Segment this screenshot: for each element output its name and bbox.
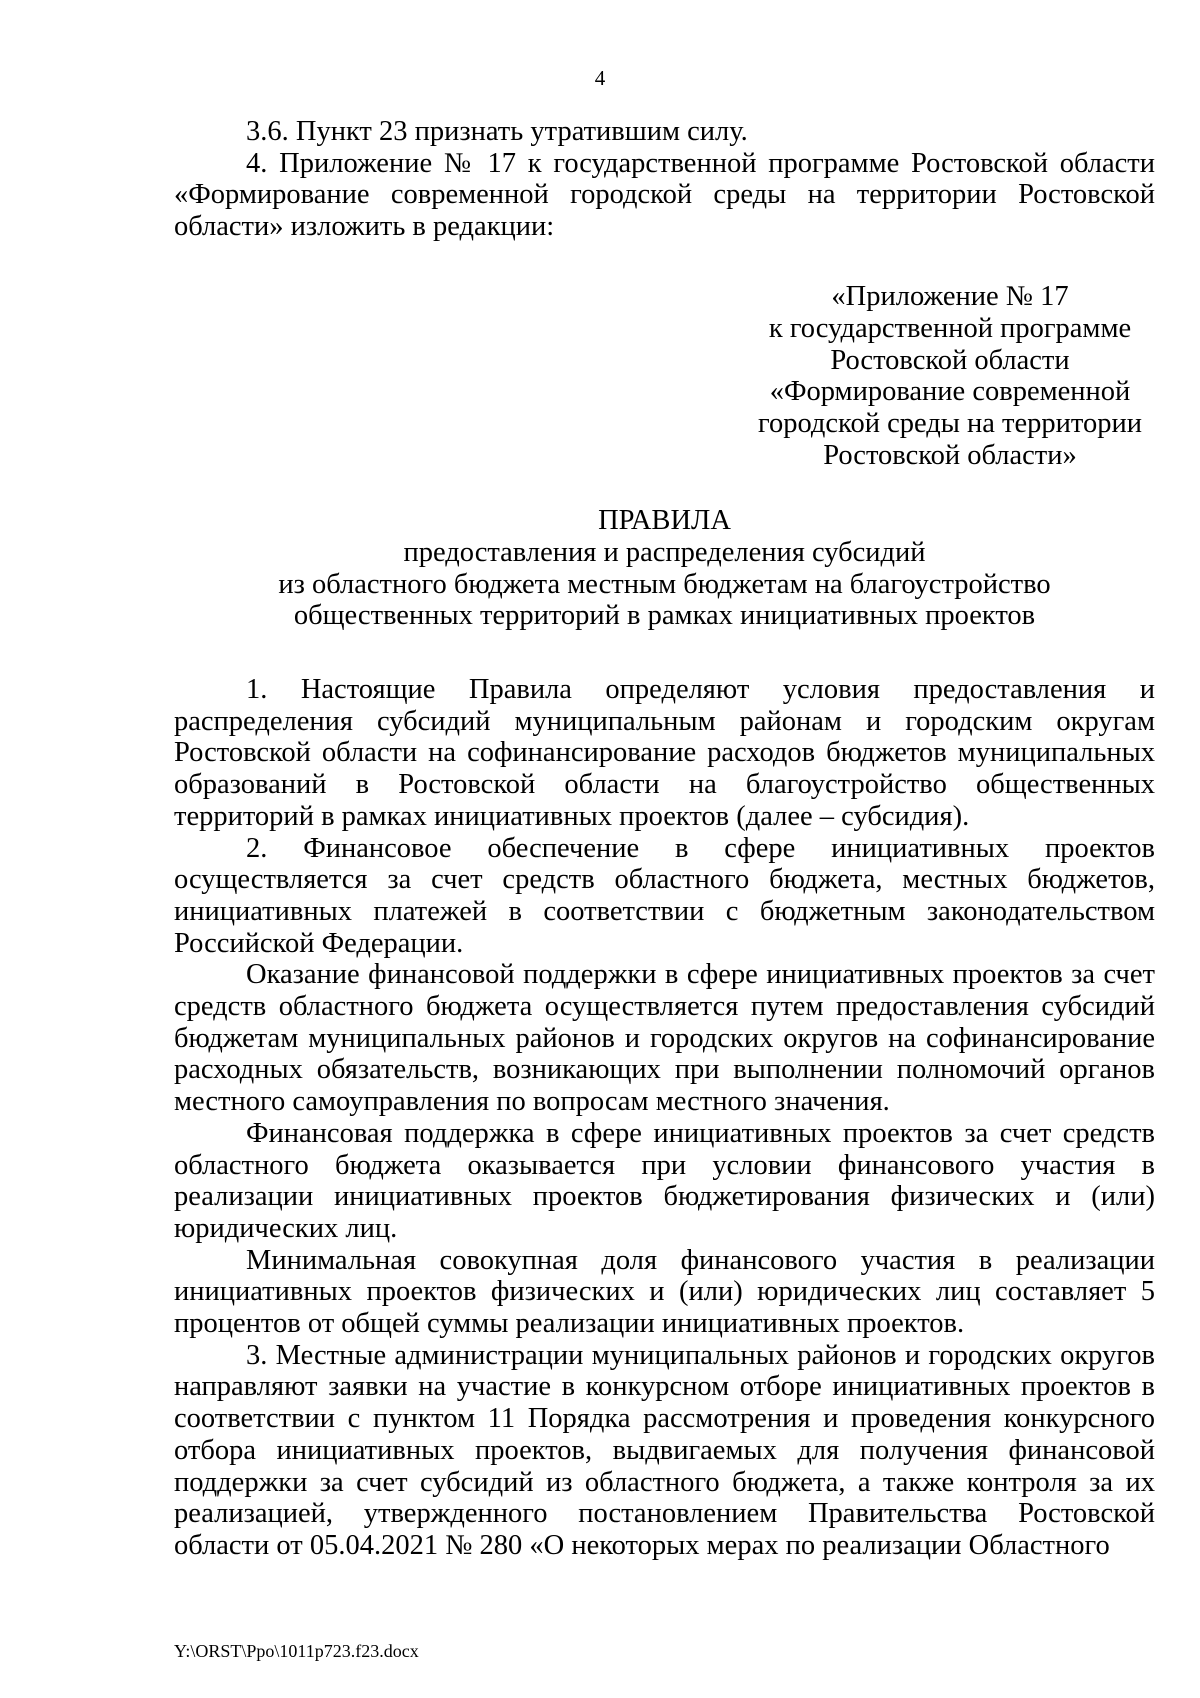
file-path-footer: Y:\ORST\Ppo\1011p723.f23.docx [174,1641,419,1661]
rules-paragraph: Минимальная совокупная доля финансового участия в реализации инициативных проектов физических и (или) юридических лиц составляет 5 процентов от общей суммы реализации инициативных проектов. [174,1244,1155,1340]
rules-subtitle-line: из областного бюджета местным бюджетам на благоустройство [278,568,1051,600]
page-number: 4 [594,66,606,90]
rules-paragraph: Оказание финансовой поддержки в сфере инициативных проектов за счет средств областного бюджета осуществляется путем предоставления субсидий бюджетам муниципальных районов и городских округов на софинансирование расходных обязательств, возникающих при выполнении полномочий органов местного самоуправления по вопросам местного значения. [174,959,1155,1118]
rules-paragraph: 1. Настоящие Правила определяют условия предоставления и распределения субсидий муниципальным районам и городским округам Ростовской области на софинансирование расходов бюджетов муниципальных образований в Ростовской области на благоустройство общественных территорий в рамках инициативных проектов (далее – субсидия). [174,674,1155,832]
rules-heading: ПРАВИЛА [598,505,731,536]
paragraph-4: 4. Приложение № 17 к государственной программе Ростовской области «Формирование современной городской среды на территории Ростовской области» изложить в редакции: [174,147,1155,243]
rules-paragraph: 2. Финансовое обеспечение в сфере инициативных проектов осуществляется за счет средств областного бюджета, местных бюджетов, инициативных платежей в соответствии с бюджетным законодательством Российской Федерации. [174,832,1155,959]
appendix-line: Ростовской области [830,344,1070,376]
appendix-header [750,281,1150,472]
paragraph-3-6: 3.6. Пункт 23 признать утратившим силу. [246,116,748,147]
appendix-line: «Формирование современной [769,376,1131,408]
appendix-line: Ростовской области» [823,439,1077,471]
appendix-line: к государственной программе [768,312,1132,344]
rules-subtitle-line: общественных территорий в рамках инициативных проектов [293,600,1036,632]
rules-paragraph: 3. Местные администрации муниципальных районов и городских округов направляют заявки на участие в конкурсном отборе инициативных проектов в соответствии с пунктом 11 Порядка рассмотрения и проведения конкурсного отбора инициативных проектов, выдвигаемых для получения финансовой поддержки за счет субсидий из областного бюджета, а также контроля за их реализацией, утвержденного постановлением Правительства Ростовской области от 05.04.2021 № 280 «О некоторых мерах по реализации Областного [174,1339,1155,1561]
rules-subtitle-line: предоставления и распределения субсидий [403,536,926,568]
rules-title-block [174,505,1155,632]
rules-body [174,674,1155,1562]
appendix-line: городской среды на территории [758,408,1142,440]
rules-paragraph: Финансовая поддержка в сфере инициативных проектов за счет средств областного бюджета оказывается при условии финансового участия в реализации инициативных проектов бюджетирования физических и (или) юридических лиц. [174,1117,1155,1244]
intro-block [174,116,1155,243]
appendix-line: «Приложение № 17 [831,281,1069,312]
